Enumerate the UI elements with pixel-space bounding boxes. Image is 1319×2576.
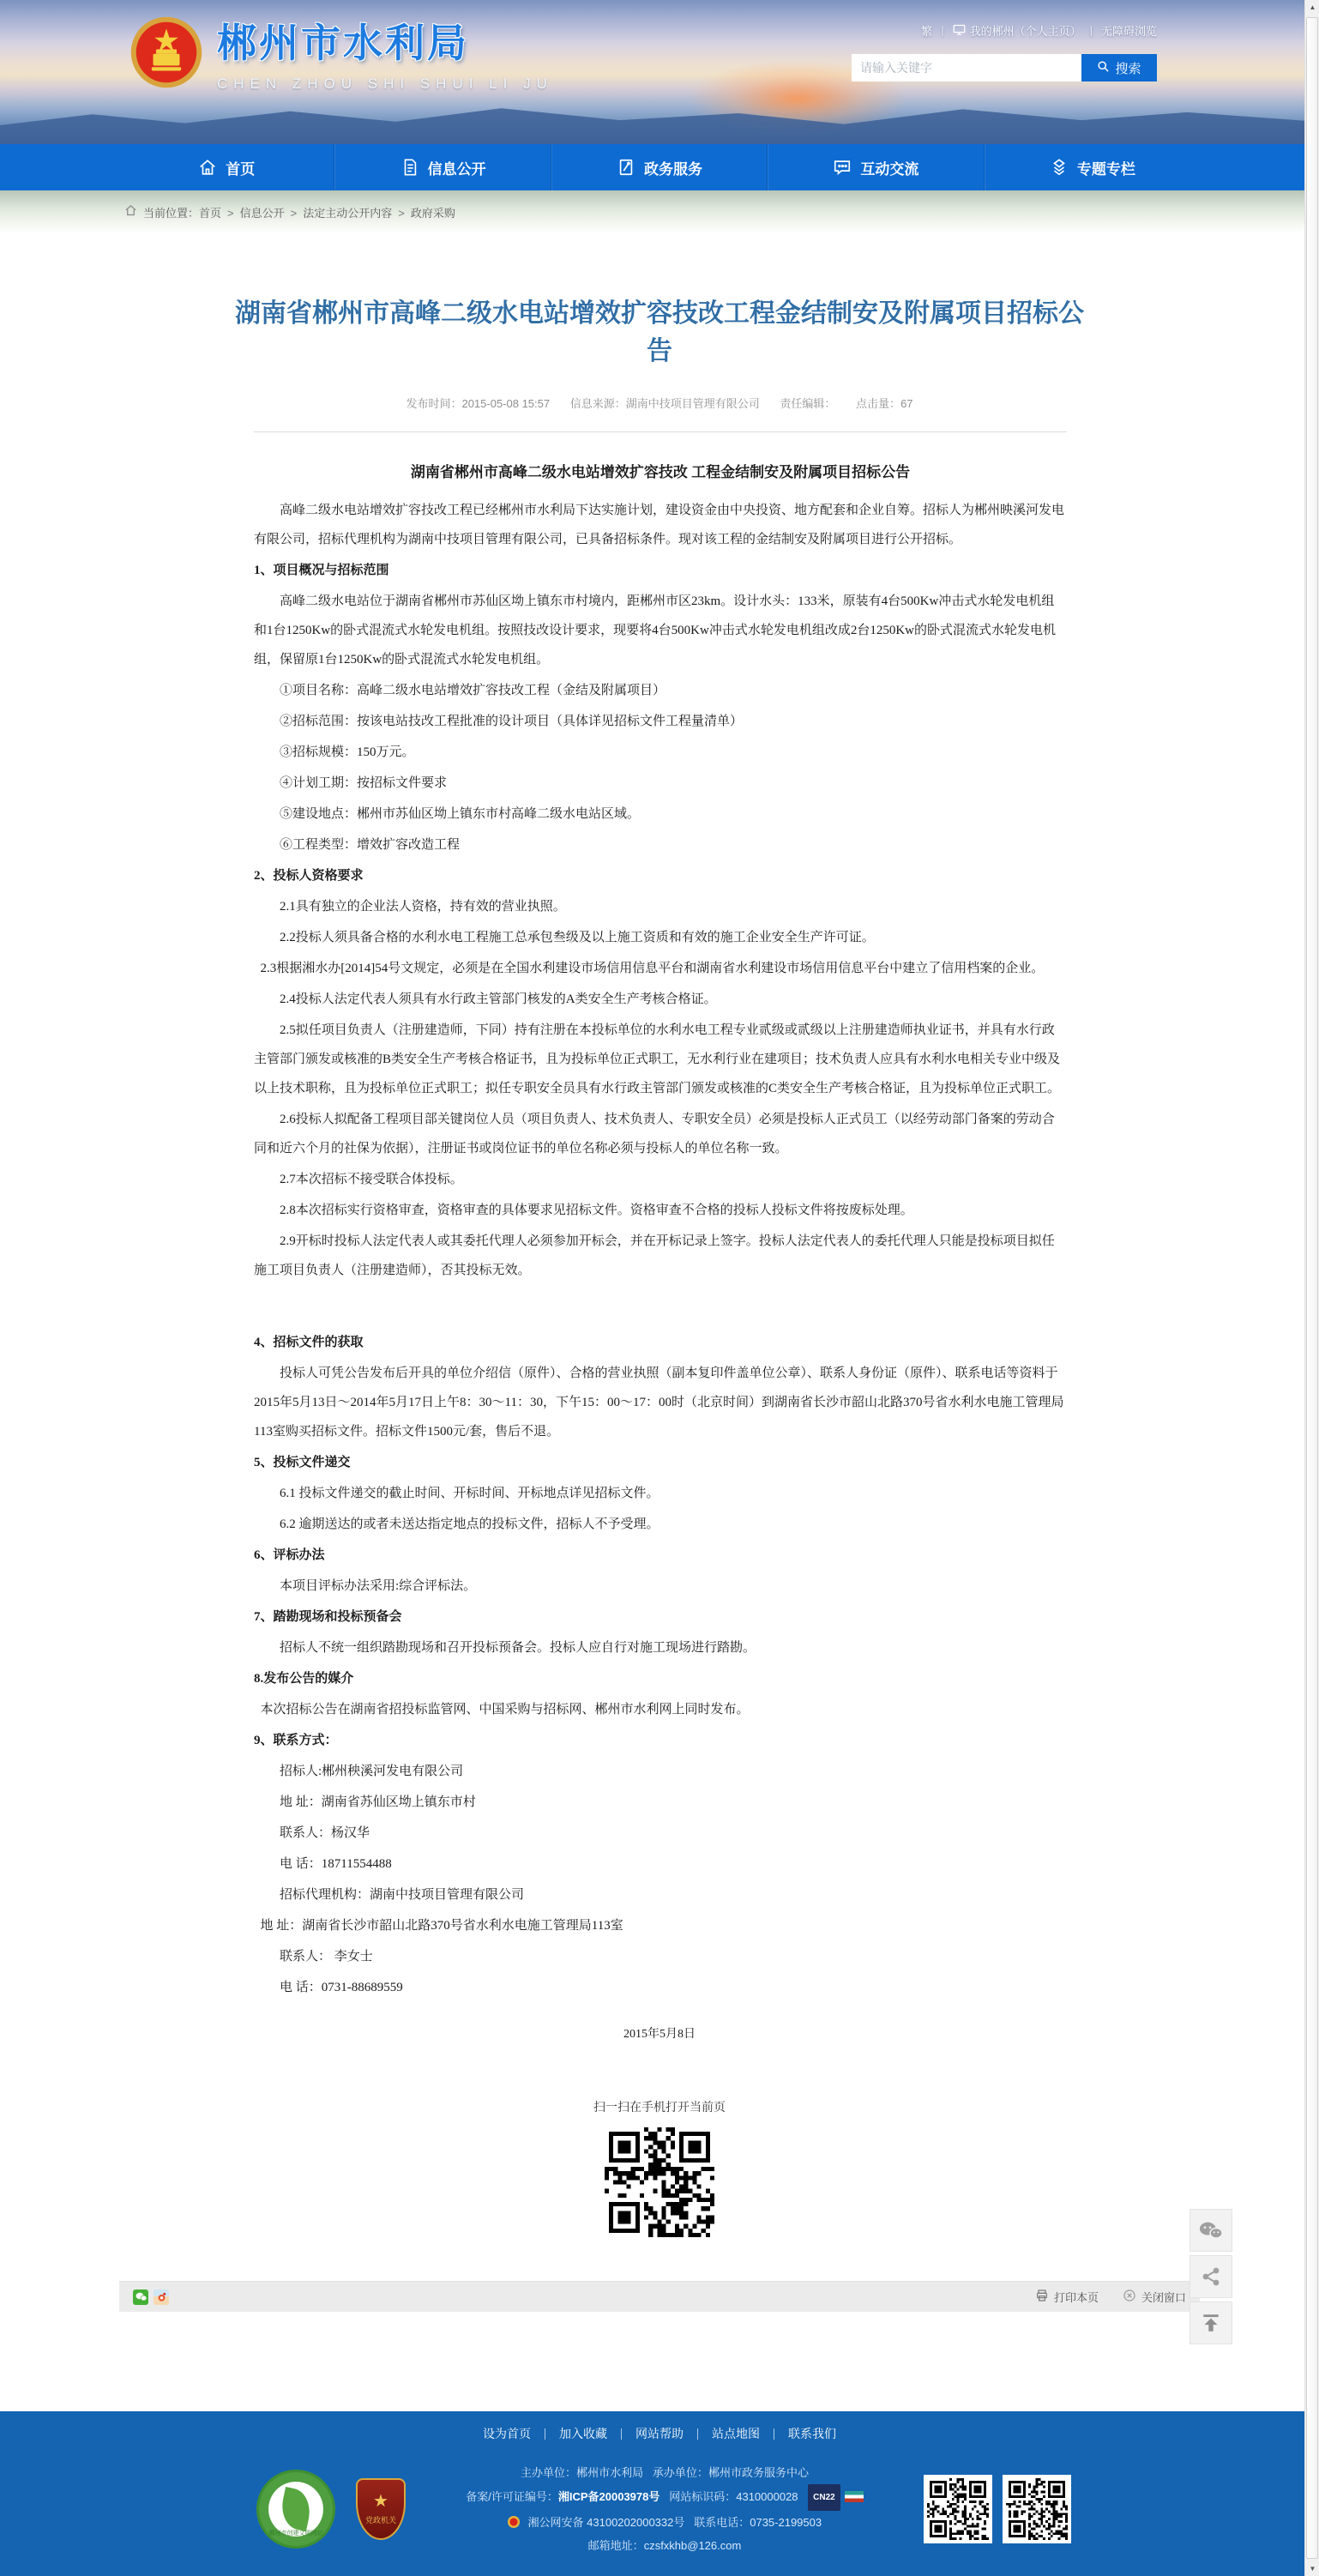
scrollbar-up-arrow[interactable]: ▲ [1305,0,1319,15]
site-title: 郴州市水利局 [217,21,469,65]
wechat-float-button[interactable] [1190,2209,1232,2252]
header-photo-mountains [0,94,1319,144]
article-paragraph: 6.2 逾期送达的或者未送达指定地点的投标文件，招标人不予受理。 [280,1517,660,1531]
nav-item-label: 政务服务 [644,160,703,178]
article-subtitle: 湖南省郴州市高峰二级水电站增效扩容技改 工程金结制安及附属项目招标公告 [410,464,911,480]
article-paragraph: 6.1 投标文件递交的截止时间、开标时间、开标地点详见招标文件。 [280,1487,660,1500]
article-paragraph: 招标人:郴州秧溪河发电有限公司 [280,1765,464,1778]
site-header [0,0,1319,144]
browser-scrollbar[interactable] [1304,0,1319,2576]
breadcrumb-separator: > [398,206,405,220]
footer-qr-codes [924,2475,1071,2543]
breadcrumb-separator: > [227,206,234,220]
footer-link-separator [621,2428,622,2440]
printer-icon [1035,2289,1049,2305]
party-government-badge-label: 党政机关 [364,2515,396,2525]
breadcrumb-band [0,190,1319,233]
main-nav [0,144,1319,190]
top-links [921,22,1157,39]
article-paragraph: 2.1具有独立的企业法人资格，持有效的营业执照。 [280,900,566,914]
nav-item-topics[interactable] [985,144,1200,190]
article-paragraph: 地 址：湖南省苏仙区坳上镇东市村 [280,1795,476,1809]
article-paragraph: 投标人可凭公告发布后开具的单位介绍信（原件）、合格的营业执照（副本复印件盖单位公章）、联系人身份证（原件）、联系电话等资料于2015年5月13日～2014年5月17日上午8：30～11：30，下午15：00～17：00时（北京时间）到湖南省长沙市韶山北路370号省水利水电施工管理局113室购买招标文件。招标文件1500元/套，售后不退。 [254,1366,1064,1439]
print-page-label: 打印本页 [1053,2291,1099,2304]
section-heading: 9、联系方式： [254,1734,338,1747]
page-title: 湖南省郴州市高峰二级水电站增效扩容技改工程金结制安及附属项目招标公告 [235,299,1084,365]
article-paragraph: ③招标规模：150万元。 [280,745,415,759]
breadcrumb-link[interactable]: 政府采购 [410,206,455,220]
leaf-icon [278,2487,315,2531]
hits-value: 67 [900,397,913,410]
article-paragraph: 招标代理机构：湖南中技项目管理有限公司 [280,1888,525,1902]
footer-link-contact[interactable]: 联系我们 [788,2427,836,2440]
article-paragraph: 2.7本次招标不接受联合体投标。 [280,1173,463,1186]
breadcrumb-label: 当前位置： [143,206,200,220]
site-pinyin: CHEN ZHOU SHI SHUI LI JU [217,75,553,92]
gov-site-badge [845,2491,864,2502]
section-heading: 5、投标文件递交 [254,1456,351,1469]
footer-tel: 0735-2199503 [750,2516,822,2529]
nav-item-interact[interactable] [768,144,984,190]
nav-item-label: 首页 [226,160,256,178]
footer-qr-2 [1003,2475,1071,2543]
star-icon: ★ [373,2491,388,2511]
section-heading: 7、踏勘现场和投标预备会 [254,1610,402,1624]
page-qr-code [605,2127,714,2237]
top-link-accessibility[interactable]: 无障碍浏览 [1100,25,1157,38]
search-bar [852,54,1157,81]
article-paragraph: ②招标范围：按该电站技改工程批准的设计项目（具体详见招标文件工程量清单） [280,715,744,728]
footer-line-host: 主办单位：郴州市水利局 承办单位：郴州市政务服务中心 [521,2466,809,2479]
share-float-button[interactable] [1190,2255,1232,2298]
article-paragraph: 2.8本次招标实行资格审查，资格审查的具体要求见招标文件。资格审查不合格的投标人投标文件将按废标处理。 [280,1204,913,1217]
article-paragraph: ⑥工程类型：增效扩容改造工程 [280,838,461,852]
article-paragraph: ④计划工期：按招标文件要求 [280,776,448,790]
search-button[interactable] [1081,54,1157,81]
footer-link-sitemap[interactable]: 站点地图 [712,2427,760,2440]
breadcrumb-link[interactable]: 首页 [199,206,222,220]
section-heading: 1、项目概况与招标范围 [254,564,389,577]
scrollbar-down-arrow[interactable]: ▼ [1305,2561,1319,2576]
article-toolbar [119,2281,1200,2312]
article-paragraph: 电 话：0731-88689559 [280,1981,403,1994]
top-link-my-chenzhou[interactable]: 我的郴州（个人主页） [953,22,1081,39]
footer-links [0,2425,1319,2442]
footer-badges [256,2470,406,2549]
editor-label: 责任编辑： [780,397,836,410]
nav-item-service[interactable] [551,144,768,190]
site-code: 4310000028 [736,2490,798,2503]
article-paragraph: 2.5拟任项目负责人（注册建造师，下同）持有注册在本投标单位的水利水电工程专业贰级或贰级以上注册建造师执业证书，并具有水行政主管部门颁发或核准的B类安全生产考核合格证书，且为投标单位正式职工，无水利行业在建项目；技术负责人应具有水利水电相关专业中级及以上技术职称，且为投标单位正式职工；拟任专职安全员具有水行政主管部门颁发或核准的C类安全生产考核合格证，且为投标单位正式职工。 [254,1023,1061,1095]
section-heading: 4、招标文件的获取 [254,1336,364,1349]
service-icon [617,158,635,177]
content-area [119,233,1200,2312]
top-link-separator: | [941,24,944,37]
article-paragraph: 2.3根据湘水办[2014]54号文规定，必须是在全国水利建设市场信用信息平台和湖南省水利建设市场信用信息平台中建立了信用档案的企业。 [260,962,1045,975]
footer-email: czsfxkhb@126.com [643,2539,742,2552]
article-paragraph: 高峰二级水电站增效扩容技改工程已经郴州市水利局下达实施计划，建设资金由中央投资、地方配套和企业自筹。招标人为郴州映溪河发电有限公司，招标代理机构为湖南中技项目管理有限公司，已具备招标条件。现对该工程的金结制安及附属项目进行公开招标。 [254,504,1065,546]
top-link-separator: | [1089,24,1093,37]
article-paragraph: 招标人不统一组织踏勘现场和召开投标预备会。投标人应自行对施工现场进行踏勘。 [280,1641,756,1655]
section-heading: 8.发布公告的媒介 [254,1672,354,1686]
breadcrumb-link[interactable]: 信息公开 [239,206,285,220]
publish-time: 2015-05-08 15:57 [461,397,551,410]
police-badge-icon [508,2516,520,2528]
site-logo[interactable] [129,12,553,93]
footer-link-set-home[interactable]: 设为首页 [483,2427,531,2440]
site-footer [0,2411,1319,2576]
source-value: 湖南中技项目管理有限公司 [625,397,760,410]
police-number: 湘公网安备 43100202000332号 [527,2516,685,2529]
home-icon [198,158,217,177]
search-icon [1097,60,1110,76]
section-heading: 6、评标办法 [254,1548,325,1562]
article-paragraph: 2.9开标时投标人法定代表人或其委托代理人必须参加开标会，并在开标记录上签字。投标人法定代表人的委托代理人只能是投标项目拟任施工项目负责人（注册建造师），否其投标无效。 [254,1234,1055,1277]
search-input[interactable] [852,54,1081,81]
close-window-label: 关闭窗口 [1141,2291,1186,2304]
icp-number: 湘ICP备20003978号 [557,2490,660,2503]
article-date: 2015年5月8日 [623,2028,696,2041]
civilized-website-badge [256,2470,335,2549]
weibo-share-icon[interactable] [154,2289,169,2305]
nav-item-label: 专题专栏 [1076,160,1135,178]
article-paragraph: 地 址：湖南省长沙市韶山北路370号省水利水电施工管理局113室 [260,1919,623,1933]
close-icon [1123,2289,1136,2305]
chat-icon [833,158,852,177]
qr-section [119,2098,1200,2241]
nav-item-home[interactable] [119,144,334,190]
article-meta [119,395,1200,411]
breadcrumb-items [199,204,455,220]
article-paragraph: 2.2投标人须具备合格的水利水电工程施工总承包叁级及以上施工资质和有效的施工企业安全生产许可证。 [280,931,875,944]
qr-caption: 扫一扫在手机打开当前页 [593,2100,726,2114]
article-paragraph [254,1287,1067,1326]
footer-link-separator [697,2428,698,2440]
footer-line-email: 邮箱地址：czsfxkhb@126.com [587,2539,742,2552]
main-nav-items [119,144,1200,190]
national-emblem-icon [129,15,203,89]
cn-badge: CN22 [808,2484,840,2511]
section-heading: 2、投标人资格要求 [254,869,364,883]
nav-item-label: 互动交流 [860,160,919,178]
article-paragraph: 高峰二级水电站位于湖南省郴州市苏仙区坳上镇东市村境内，距郴州市区23km。设计水头：133米，原装有4台500Kw冲击式水轮发电机组和1台1250Kw的卧式混流式水轮发电机组。按照技改设计要求，现要将4台500Kw冲击式水轮发电机组改成2台1250Kw的卧式混流式水轮发电机组，保留原1台1250Kw的卧式混流式水轮发电机组。 [254,594,1057,667]
article-paragraph: ①项目名称：高峰二级水电站增效扩容技改工程（金结及附属项目） [280,684,666,697]
footer-line-icp: 备案/许可证编号：湘ICP备20003978号 网站标识码：4310000028 CN22 [406,2484,924,2511]
breadcrumb-link[interactable]: 法定主动公开内容 [303,206,393,220]
footer-link-favorite[interactable]: 加入收藏 [559,2427,607,2440]
nav-item-info[interactable] [334,144,551,190]
footer-qr-1 [924,2475,992,2543]
document-icon [401,158,419,177]
article-paragraph: 本项目评标办法采用:综合评标法。 [280,1579,477,1593]
footer-link-help[interactable]: 网站帮助 [635,2427,684,2440]
article-paragraph: 联系人： 李女士 [280,1950,373,1964]
footer-line-police: 湘公网安备 43100202000332号 联系电话：0735-2199503 [406,2511,924,2534]
publish-time-label: 发布时间： [406,397,462,410]
hits-label: 点击量： [856,397,901,410]
footer-info [406,2461,924,2557]
topics-icon [1050,158,1069,177]
floating-buttons [1190,2209,1232,2344]
article-paragraph: ⑤建设地点：郴州市苏仙区坳上镇东市村高峰二级水电站区域。 [280,807,641,821]
home-icon [124,204,137,220]
search-button-label: 搜索 [1115,61,1141,76]
breadcrumb [119,190,1200,233]
monitor-icon [953,24,966,38]
breadcrumb-separator: > [290,206,298,220]
print-page-button[interactable] [1035,2289,1099,2305]
source-label: 信息来源： [569,397,626,410]
article-paragraph: 本次招标公告在湖南省招投标监管网、中国采购与招标网、郴州市水利网上同时发布。 [260,1703,750,1716]
scrollbar-thumb[interactable] [1306,17,1318,2559]
civilized-website-badge-label: 郴州市创建文明网站 [268,2531,323,2537]
nav-item-label: 信息公开 [427,160,486,178]
wechat-share-icon[interactable] [133,2289,148,2305]
article-paragraph: 2.6投标人拟配备工程项目部关键岗位人员（项目负责人、技术负责人、专职安全员）必须是投标人正式员工（以经劳动部门备案的劳动合同和近六个月的社保为依据），注册证书或岗位证书的单位名称必须与投标人的单位名称一致。 [254,1113,1055,1155]
article-body [119,432,1200,2002]
back-to-top-button[interactable] [1190,2302,1232,2344]
top-link-traditional[interactable]: 繁 [921,25,933,38]
article-paragraph: 电 话：18711554488 [280,1857,392,1871]
article-paragraph: 联系人：杨汉华 [280,1826,370,1840]
close-window-button[interactable] [1123,2289,1186,2305]
article-paragraph: 2.4投标人法定代表人须具有水行政主管部门核发的A类安全生产考核合格证。 [280,992,717,1006]
party-government-badge [356,2478,406,2540]
